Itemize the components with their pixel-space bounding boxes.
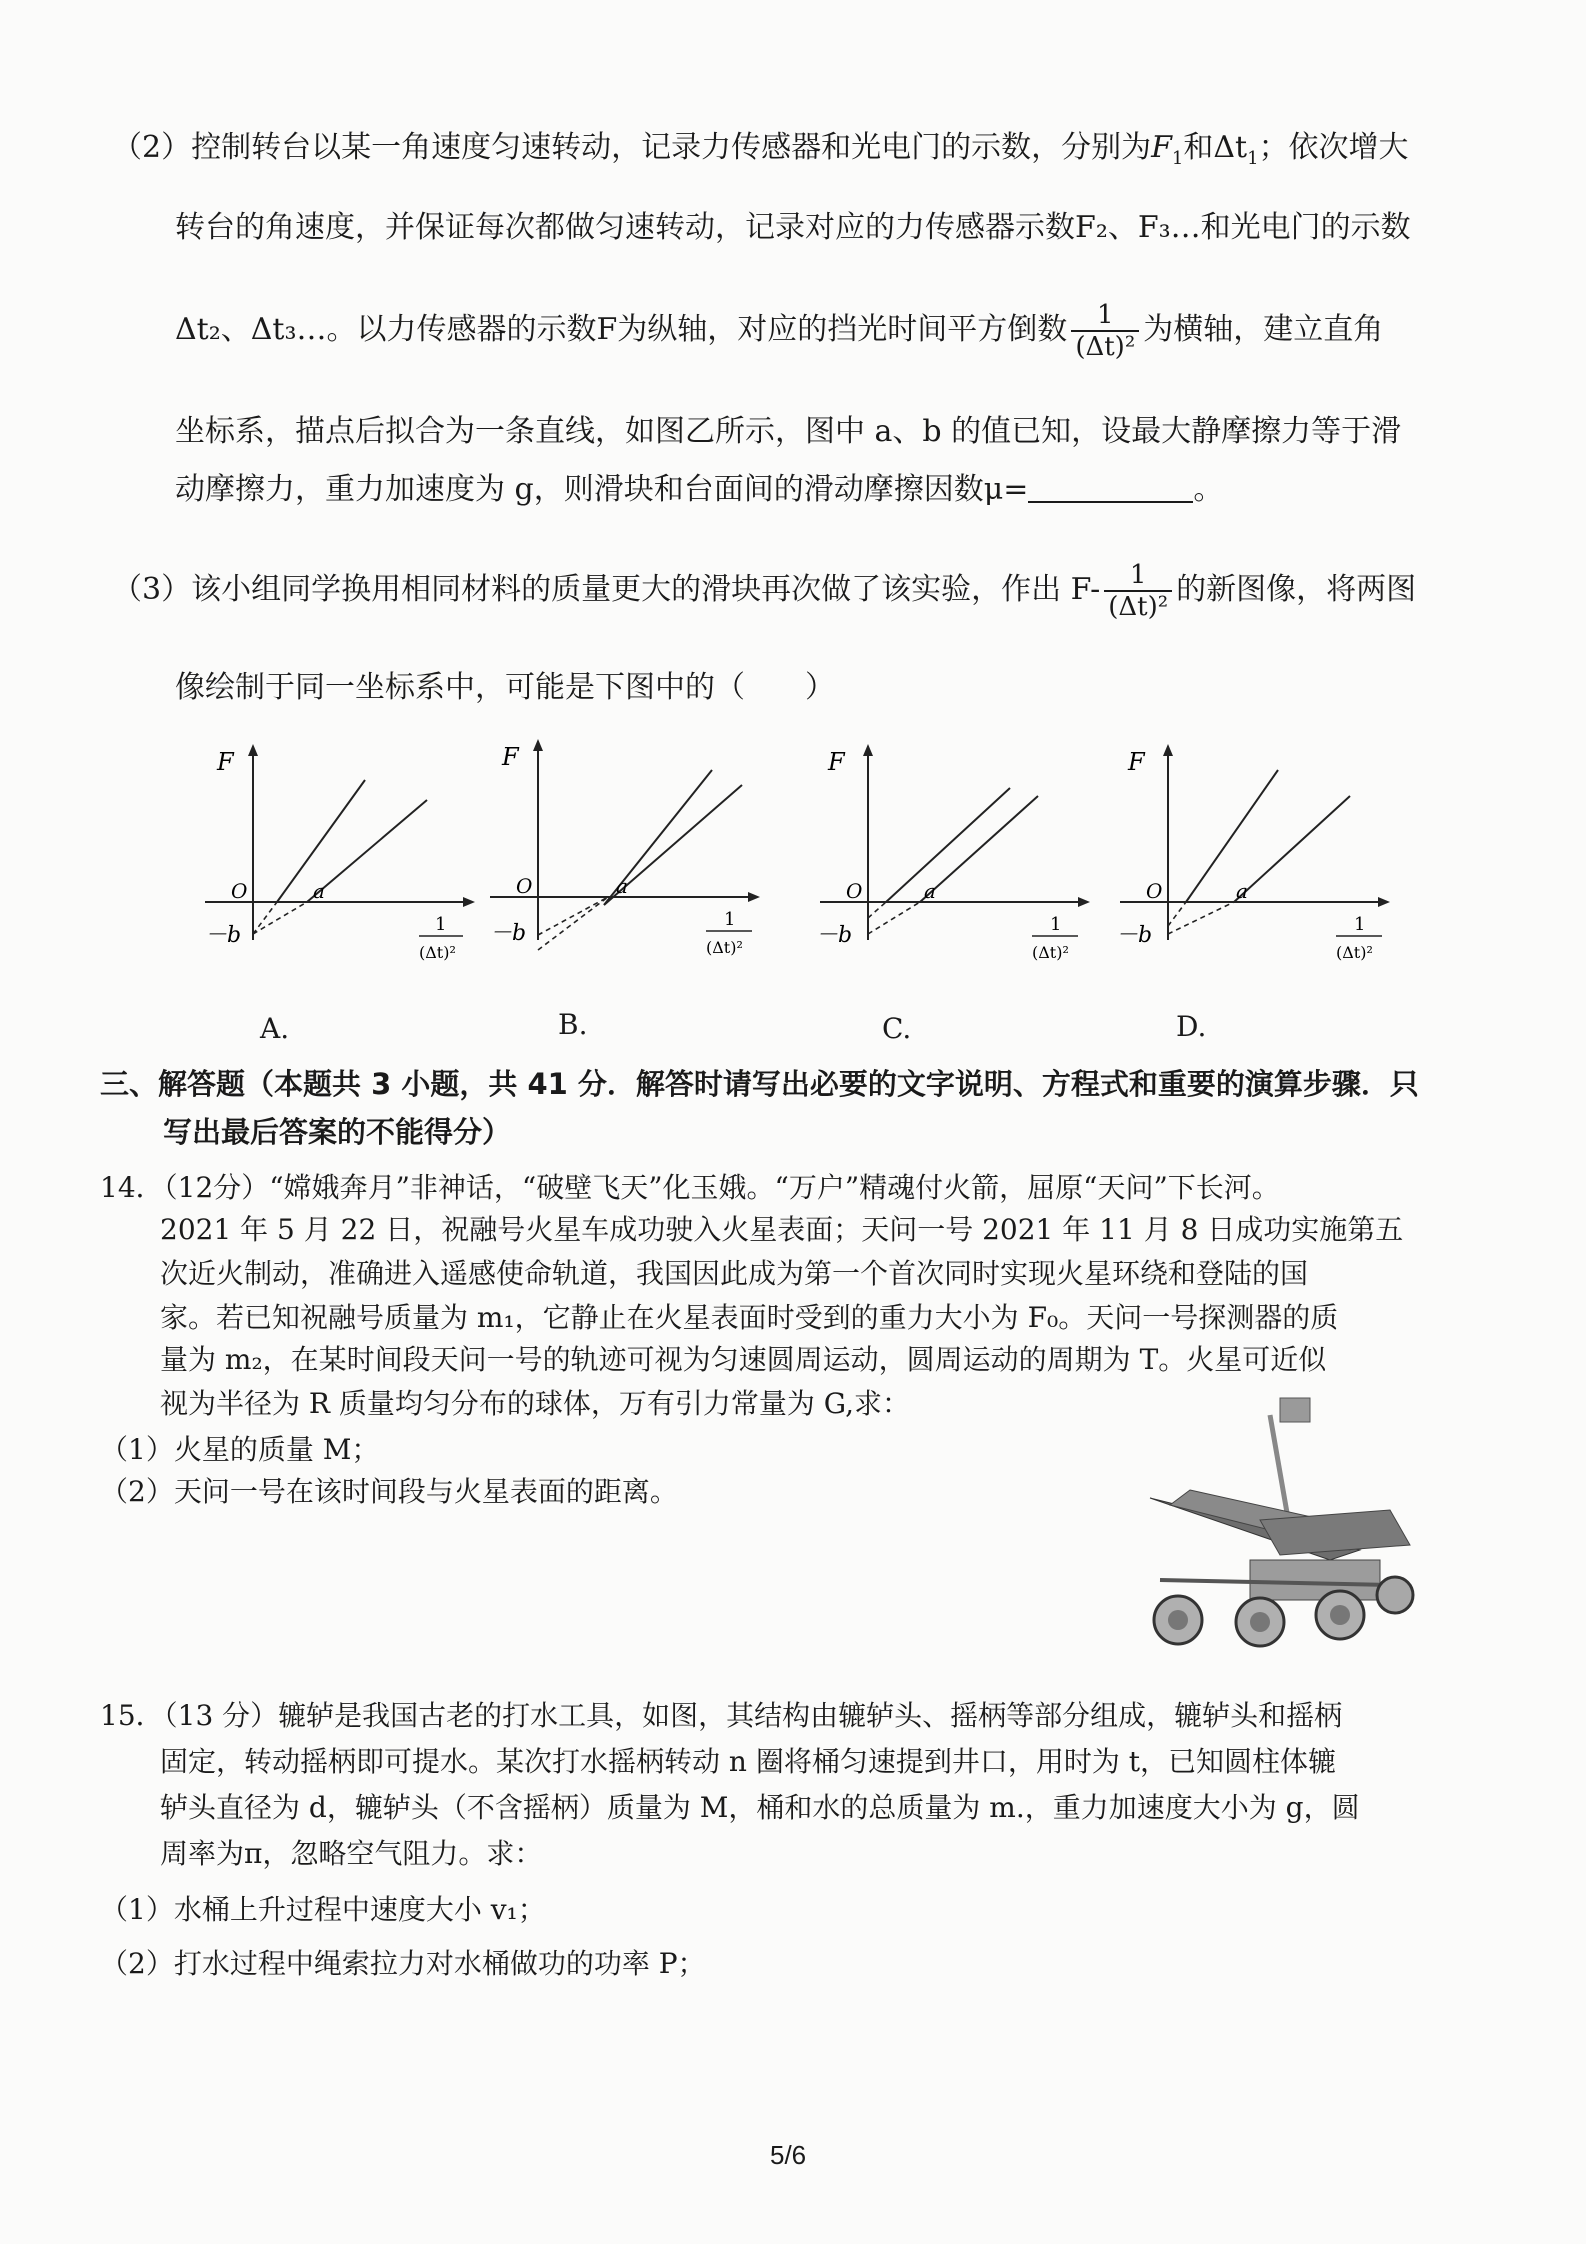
axis-label-f: F <box>828 748 845 776</box>
q2-line-2: 转台的角速度，并保证每次都做匀速转动，记录对应的力传感器示数F₂、F₃…和光电门的示数 <box>175 210 1411 245</box>
origin-label: O <box>516 874 533 898</box>
q14-line-6: 视为半径为 R 质量均匀分布的球体，万有引力常量为 G,求： <box>160 1387 911 1420</box>
q15-line-2: 固定，转动摇柄即可提水。某次打水摇柄转动 n 圈将桶匀速提到井口，用时为 t，已知圆柱体辘 <box>160 1745 1336 1778</box>
q14-line-1: 14．（12分）“嫦娥奔月”非神话，“破壁飞天”化玉娥。“万户”精魂付火箭，屈原“天问”下长河。 <box>100 1171 1280 1204</box>
fraction: $\frac{1}{\text{(Δt)²}}$ <box>1104 560 1172 622</box>
neg-b-label: －b <box>816 923 853 948</box>
q3-line-1: （3）该小组同学换用相同材料的质量更大的滑块再次做了该实验，作出 F- $\frac{1}{\text{(Δt)²}}$ 的新图像，将两图 <box>112 560 1417 622</box>
x-num: 1 <box>435 914 447 935</box>
neg-b-label: －b <box>1116 923 1153 948</box>
a-label: a <box>1236 879 1248 903</box>
section-heading: 三、解答题（本题共 3 小题，共 41 分．解答时请写出必要的文字说明、方程式和重要的演算步骤．只 <box>100 1067 1419 1101</box>
origin-label: O <box>846 879 863 903</box>
graph-d <box>1110 740 1410 980</box>
axis-label-f: F <box>1128 748 1145 776</box>
origin-label: O <box>231 879 248 903</box>
x-den: (Δt)² <box>419 943 456 962</box>
x-num: 1 <box>724 909 736 930</box>
graph-a <box>195 740 495 980</box>
a-label: a <box>616 874 628 898</box>
a-label: a <box>924 879 936 903</box>
x-num: 1 <box>1050 914 1062 935</box>
q3-line-2: 像绘制于同一坐标系中，可能是下图中的（ ） <box>175 670 835 705</box>
neg-b-label: －b <box>205 923 242 948</box>
option-c-label: C. <box>882 1012 912 1045</box>
page-number: 5/6 <box>770 2140 807 2170</box>
q15-sub-2: （2）打水过程中绳索拉力对水桶做功的功率 P； <box>100 1947 706 1980</box>
option-b-label: B. <box>558 1008 588 1041</box>
q14-line-3: 次近火制动，准确进入遥感使命轨道，我国因此成为第一个首次同时实现火星环绕和登陆的国 <box>160 1257 1309 1290</box>
answer-blank[interactable] <box>1028 473 1193 503</box>
fraction: $\frac{1}{\text{(Δt)²}}$ <box>1071 300 1139 362</box>
section-heading-cont: 写出最后答案的不能得分） <box>163 1115 512 1149</box>
q2-line-4: 坐标系，描点后拟合为一条直线，如图乙所示，图中 a、b 的值已知，设最大静摩擦力等于滑 <box>175 414 1402 449</box>
axis-label-f: F <box>217 748 234 776</box>
x-den: (Δt)² <box>706 938 743 957</box>
option-a-label: A. <box>260 1012 290 1045</box>
q14-sub-1: （1）火星的质量 M； <box>100 1433 380 1466</box>
q2-line-1: （2）控制转台以某一角速度匀速转动，记录力传感器和光电门的示数，分别为$F_1$和$\Delta t_1$；依次增大 <box>112 130 1409 169</box>
q14-line-4: 家。若已知祝融号质量为 m₁，它静止在火星表面时受到的重力大小为 F₀。天问一号探测器的质 <box>160 1301 1339 1334</box>
q14-line-2: 2021 年 5 月 22 日，祝融号火星车成功驶入火星表面；天问一号 2021 年 11 月 8 日成功实施第五 <box>160 1213 1404 1246</box>
q15-line-4: 周率为π，忽略空气阻力。求： <box>160 1837 543 1870</box>
q14-sub-2: （2）天问一号在该时间段与火星表面的距离。 <box>100 1475 678 1508</box>
x-den: (Δt)² <box>1032 943 1069 962</box>
q15-sub-1: （1）水桶上升过程中速度大小 v₁； <box>100 1893 546 1926</box>
q2-line-3: Δt₂、Δt₃…。以力传感器的示数F为纵轴，对应的挡光时间平方倒数 $\frac{1}{\text{(Δt)²}}$ 为横轴，建立直角 <box>175 300 1384 362</box>
option-d-label: D. <box>1176 1010 1207 1043</box>
axis-label-f: F <box>502 743 519 771</box>
x-num: 1 <box>1354 914 1366 935</box>
q15-line-1: 15．（13 分）辘轳是我国古老的打水工具，如图，其结构由辘轳头、摇柄等部分组成，辘轳头和摇柄 <box>100 1699 1343 1732</box>
neg-b-label: －b <box>490 921 527 946</box>
graph-c <box>810 740 1110 980</box>
origin-label: O <box>1146 879 1163 903</box>
q14-line-5: 量为 m₂，在某时间段天问一号的轨迹可视为匀速圆周运动，圆周运动的周期为 T。火星可近似 <box>160 1343 1327 1376</box>
graph-b <box>480 735 780 975</box>
q2-line-5: 动摩擦力，重力加速度为 g，则滑块和台面间的滑动摩擦因数μ= 。 <box>175 472 1224 507</box>
a-label: a <box>313 879 325 903</box>
mars-rover-image <box>1130 1380 1430 1680</box>
q15-line-3: 轳头直径为 d，辘轳头（不含摇柄）质量为 M，桶和水的总质量为 m.，重力加速度大小为 g，圆 <box>160 1791 1360 1824</box>
x-den: (Δt)² <box>1336 943 1373 962</box>
